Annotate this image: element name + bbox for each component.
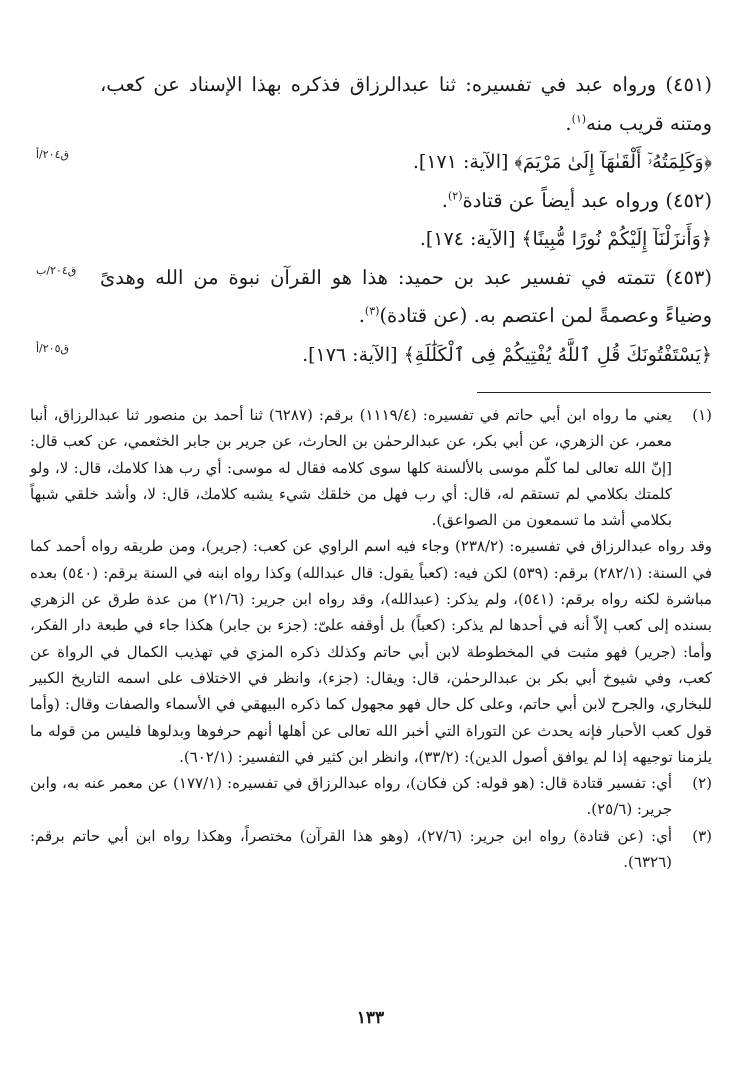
ayah-174: ﴿وَأَنزَلْنَآ إِلَيْكُمْ نُورًا مُّبِينًا﴾ [الآية: ١٧٤]. xyxy=(419,228,712,250)
footnote-1-para-2: وقد رواه عبدالرزاق في تفسيره: (٢٣٨/٢) وجاء فيه اسم الراوي عن كعب: (جرير)، ومن طريقه رواه أحمد كما في السنة: (٢٨٢/١) برقم: (٥٣٩) لكن فيه: (كعباً يقول: قال عبدالله) وكذا رواه ابنه في السنة برقم: (٥٤٠) بعده مباشرة لكنه رواه برقم: (٥٤١)، ولم يذكر: (عبدالله)، وقد رواه ابن جرير: (٢١/٦) من عدة طرق عن الزهري بسنده إلى كعب إلاّ أنه في أحدها لم يذكر: (كعباً) بل أوقفه علىّ: (جزء بن جابر) هكذا جاء في طبعة دار الفكر، وأما: (جرير) فهو مثبت في المخطوطة لابن أبي حاتم وكذلك ذكره المزي في تهذيب الكمال في الرواة عن كعب، وفي شيوخ أبي بكر بن عبدالرحمٰن، قال: ويقال: (جزء)، وانظر في الاختلاف على اسمه التاريخ الكبير للبخاري، والجرح لابن أبي حاتم، وعلى كل حال فهو مجهول كما ذكره البيهقي في الأسماء والصفات وقال: (وأما قول كعب الأحبار فإنه يحدث عن التوراة التي أخبر الله تعالى عن أهلها أنهم حرفوها وبدلوها فليس من قوله ما يلزمنا توجيهه إذا لم يوافق أصول الدين): (٣٣/٢)، وانظر ابن كثير في التفسير: (٦٠٢/١). xyxy=(30,537,713,766)
paragraph-451-end: . xyxy=(565,111,572,135)
footnote-marker: (٢) xyxy=(692,774,712,793)
margin-note-204b: ق٢٠٤/ب xyxy=(36,264,77,277)
footnote-marker: (٣) xyxy=(692,826,712,845)
margin-note-205a: ق٢٠٥/أ xyxy=(36,342,70,355)
footnote-ref-3[interactable]: (٣) xyxy=(364,304,380,318)
footnote-body xyxy=(30,823,672,876)
paragraph-451 xyxy=(100,66,712,143)
paragraph-453 xyxy=(100,259,712,336)
footnote-2 xyxy=(30,770,712,823)
paragraph-452-text: (٤٥٢) ورواه عبد أيضاً عن قتادة xyxy=(462,188,712,212)
footnote-1 xyxy=(30,402,712,533)
footnote-body xyxy=(30,402,672,533)
footnote-3 xyxy=(30,823,712,876)
main-text xyxy=(100,66,712,374)
footnote-ref-1[interactable]: (١) xyxy=(571,112,587,125)
footnote-separator xyxy=(477,392,711,393)
footnote-1-para-1: يعني ما رواه ابن أبي حاتم في تفسيره: (١١١٩/٤) برقم: (٦٢٨٧) ثنا أحمد بن منصور ثنا عبدالرزاق، أنبا معمر، عن الزهري، عن أبي بكر، عن عبدالرحمٰن بن الحارث، عن جرير بن جابر الخثعمي، عن كعب قال: [إنّ الله تعالى لما كلّم موسى بالألسنة كلها سوى كلامه فقال له موسى: أي رب هذا كلامك، قال: لا، ولو كلمتك بكلامي لم تستقم له، قال: أي رب فهل من خلقك شيء يشبه كلامك، قال: لا، وأشد خلقي شبهاً بكلامي أشد ما تسمعون من الصواعق). xyxy=(30,406,672,530)
footnote-body xyxy=(30,770,672,823)
footnote-2-text: أي: تفسير قتادة قال: (هو قوله: كن فكان)، رواه عبدالرزاق في تفسيره: (١٧٧/١) عن معمر عنه به، وابن جرير: (٢٥/٦). xyxy=(30,774,672,819)
margin-note-204a: ق٢٠٤/أ xyxy=(36,148,70,161)
paragraph-451-text: (٤٥١) ورواه عبد في تفسيره: ثنا عبدالرزاق فذكره بهذا الإسناد عن كعب، ومتنه قريب منه xyxy=(100,73,712,135)
paragraph-452-end: . xyxy=(441,188,448,212)
paragraph-453-text: (٤٥٣) تتمته في تفسير عبد بن حميد: هذا هو القرآن نبوة من الله وهدىً وضياءً وعصمةً لمن اعتصم به. (عن قتادة) xyxy=(100,265,712,327)
paragraph-452 xyxy=(100,182,712,221)
paragraph-453-end: . xyxy=(358,304,365,327)
footnote-ref-2[interactable]: (٢) xyxy=(447,189,463,202)
ayah-176: ﴿يَسْتَفْتُونَكَ قُلِ ٱللَّهُ يُفْتِيكُمْ فِى ٱلْكَلَٰلَةِ﴾ [الآية: ١٧٦]. xyxy=(302,343,712,366)
footnote-marker: (١) xyxy=(692,406,712,424)
ayah-171: ﴿وَكَلِمَتُهُۥٓ أَلْقَىٰهَآ إِلَىٰ مَرْيَمَ﴾ [الآية: ١٧١]. xyxy=(412,151,712,173)
page-number: ١٣٣ xyxy=(356,1008,385,1028)
footnotes xyxy=(30,402,712,875)
footnote-3-text: أي: (عن قتادة) رواه ابن جرير: (٢٧/٦)، (وهو هذا القرآن) مختصراً، وهكذا رواه ابن أبي حاتم برقم: (٦٣٢٦). xyxy=(30,826,672,872)
